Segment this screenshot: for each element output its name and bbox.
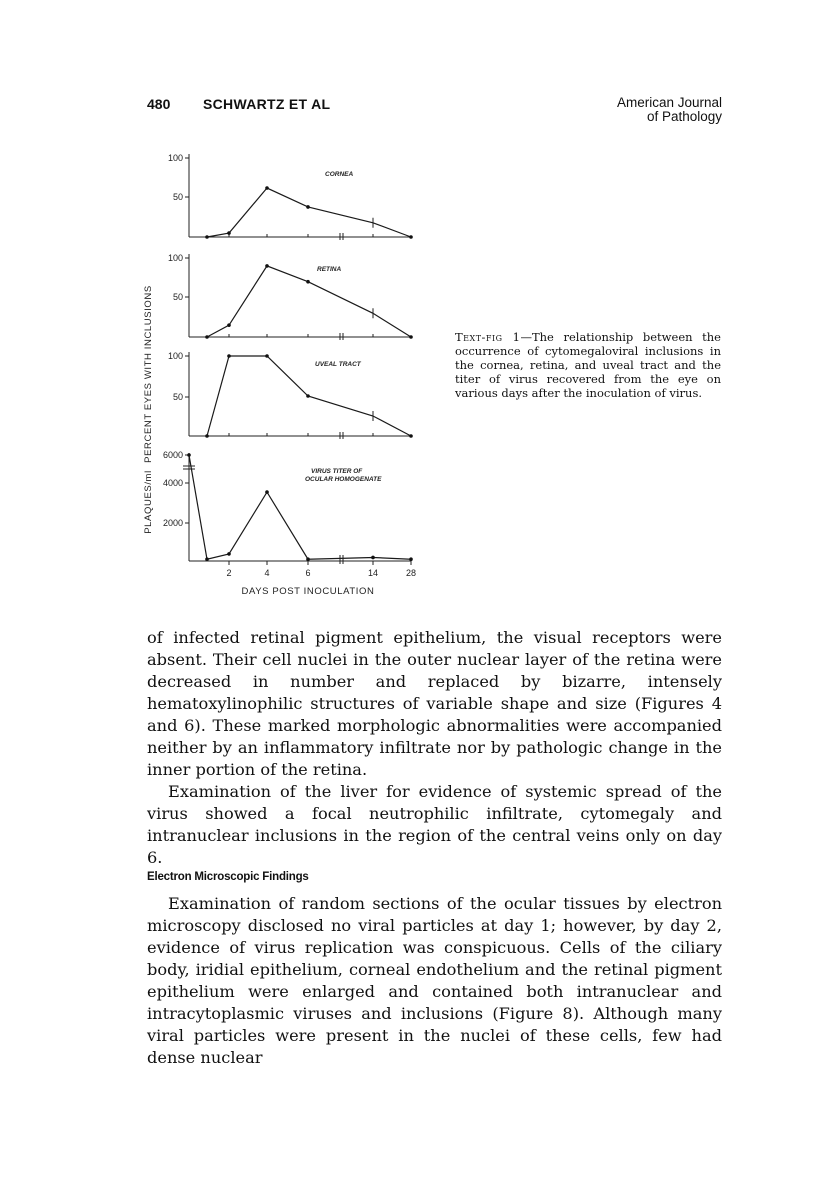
virus-titer-series-line bbox=[189, 455, 411, 559]
virus-titer-y-tick-label: 6000 bbox=[162, 450, 183, 460]
journal-line-1: American Journal bbox=[616, 95, 722, 110]
virus-titer-data-point bbox=[409, 557, 413, 561]
cornea-data-point bbox=[205, 235, 209, 239]
cornea-series-line bbox=[207, 188, 411, 237]
virus-titer-y-tick-label: 4000 bbox=[162, 478, 183, 488]
uveal-tract-data-point bbox=[227, 354, 231, 358]
uveal-tract-panel-label: UVEAL TRACT bbox=[315, 361, 361, 368]
retina-panel-label: RETINA bbox=[317, 266, 342, 273]
virus-titer-data-point bbox=[227, 552, 231, 556]
cornea-y-tick-label: 100 bbox=[167, 153, 183, 163]
virus-titer-panel-label-line1: VIRUS TITER OF bbox=[311, 468, 363, 475]
cornea-panel-label: CORNEA bbox=[325, 171, 354, 178]
running-authors: SCHWARTZ ET AL bbox=[203, 96, 331, 112]
y-axis-title-plaques: PLAQUES/ml bbox=[143, 470, 154, 534]
virus-titer-data-point bbox=[205, 557, 209, 561]
paragraph-2: Examination of the liver for evidence of systemic spread of the virus showed a focal neutrophilic infiltrate, cytomegaly and intranuclear inclusions in the region of the central veins only on day 6. bbox=[147, 782, 722, 867]
cornea-data-point bbox=[265, 186, 269, 190]
virus-titer-data-point bbox=[187, 453, 191, 457]
cornea-y-tick-label: 50 bbox=[172, 192, 183, 202]
retina-y-tick-label: 50 bbox=[172, 292, 183, 302]
x-tick-label: 6 bbox=[305, 568, 311, 578]
section-heading: Electron Microscopic Findings bbox=[147, 871, 309, 883]
journal-line-2: of Pathology bbox=[646, 109, 722, 124]
virus-titer-y-tick-label: 2000 bbox=[162, 518, 183, 528]
page-header bbox=[147, 96, 722, 130]
paragraph-3: Examination of random sections of the ocular tissues by electron microscopy disclosed no viral particles at day 1; however, by day 2, evidence of virus replication was conspicuous. Cells of the ciliary body, iridial epithelium, corneal endothelium and the retinal pigment epithelium were enlarged and contained both intranuclear and intracytoplasmic viruses and inclusions (Figure 8). Although many viral particles were present in the nuclei of these cells, few had dense nuclear bbox=[147, 894, 722, 1067]
virus-titer-panel-label-line2: OCULAR HOMOGENATE bbox=[305, 476, 382, 483]
body-text-lower bbox=[147, 893, 722, 1069]
caption-text: —The relationship between the occurrence of cytomegaloviral inclusions in the cornea, retina, and uveal tract and the titer of virus recovered from the eye on various days after the inoculation of virus. bbox=[455, 330, 721, 400]
figure-caption bbox=[455, 330, 721, 400]
y-axis-title-inclusions: PERCENT EYES WITH INCLUSIONS bbox=[143, 285, 154, 463]
virus-titer-data-point bbox=[306, 557, 310, 561]
x-tick-label: 4 bbox=[264, 568, 270, 578]
uveal-tract-data-point bbox=[265, 354, 269, 358]
cornea-data-point bbox=[409, 235, 413, 239]
uveal-tract-panel bbox=[168, 351, 413, 439]
x-tick-label: 14 bbox=[367, 568, 379, 578]
uveal-tract-data-point bbox=[409, 434, 413, 438]
caption-label: Text-fig 1 bbox=[455, 330, 521, 344]
x-tick-label: 28 bbox=[405, 568, 417, 578]
uveal-tract-y-tick-label: 100 bbox=[167, 351, 183, 361]
paragraph-1: of infected retinal pigment epithelium, the visual receptors were absent. Their cell nuclei in the outer nuclear layer of the retina were decreased in number and replaced by bizarre, intensely hematoxylinophilic structures of variable shape and size (Figures 4 and 6). These marked morphologic abnormalities were accompanied neither by an inflammatory infiltrate nor by pathologic change in the inner portion of the retina. bbox=[147, 628, 722, 779]
cornea-panel bbox=[168, 153, 413, 240]
x-axis-title: DAYS POST INOCULATION bbox=[241, 586, 375, 597]
retina-panel bbox=[168, 253, 413, 340]
retina-data-point bbox=[306, 280, 310, 284]
virus-titer-data-point bbox=[265, 490, 269, 494]
x-tick-label: 2 bbox=[226, 568, 232, 578]
retina-y-tick-label: 100 bbox=[167, 253, 183, 263]
page-number: 480 bbox=[147, 96, 171, 112]
body-text-upper bbox=[147, 627, 722, 869]
virus-titer-panel bbox=[163, 450, 416, 578]
cornea-data-point bbox=[306, 205, 310, 209]
retina-data-point bbox=[227, 323, 231, 327]
retina-data-point bbox=[205, 335, 209, 339]
journal-name bbox=[617, 96, 722, 124]
uveal-tract-y-tick-label: 50 bbox=[172, 392, 183, 402]
uveal-tract-data-point bbox=[205, 434, 209, 438]
retina-data-point bbox=[409, 335, 413, 339]
virus-titer-data-point bbox=[371, 556, 375, 560]
retina-data-point bbox=[265, 264, 269, 268]
text-fig-1-chart bbox=[135, 148, 435, 600]
cornea-data-point bbox=[227, 231, 231, 235]
retina-series-line bbox=[207, 266, 411, 337]
uveal-tract-data-point bbox=[306, 394, 310, 398]
